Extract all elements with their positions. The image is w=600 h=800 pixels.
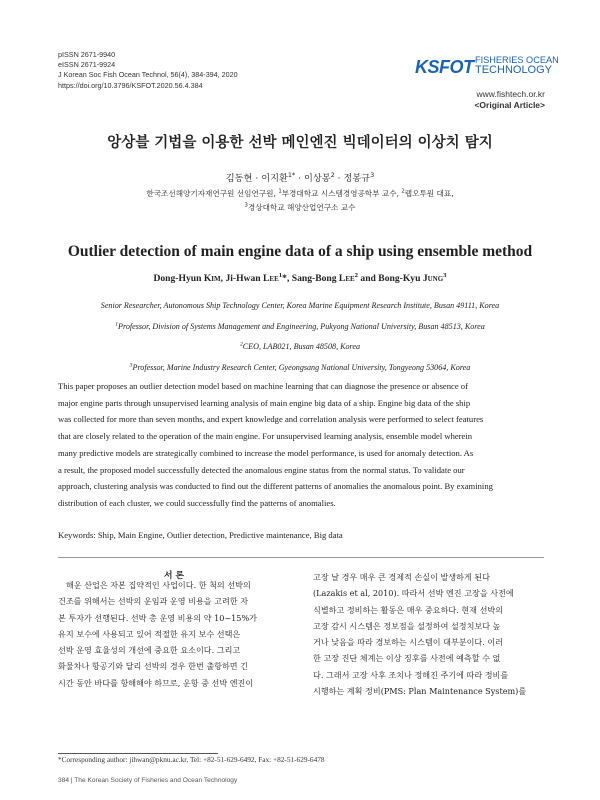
abstract-line: was collected for more than seven months, and expert knowledge and correlation analysis were performed to select features bbox=[58, 414, 484, 425]
author-sep: · bbox=[334, 173, 344, 184]
abstract-line: many predictive models are strategically combined to increase the model performance, is used for anomaly detection. As bbox=[58, 447, 474, 458]
author-en-1-first: Dong-Hyun bbox=[153, 273, 204, 284]
authors-english bbox=[0, 273, 600, 284]
logo-text bbox=[475, 55, 559, 75]
eissn: eISSN 2671-9924 bbox=[58, 60, 116, 70]
author-en-1-last: Kim bbox=[203, 273, 221, 284]
affil-en-3-sup: 3 bbox=[129, 361, 133, 368]
affil-en-1-sup: 1 bbox=[115, 320, 119, 327]
affil-en-2-sup: 2 bbox=[239, 341, 243, 348]
section-heading: 서 론 bbox=[163, 571, 185, 581]
author-en-2-last: Lee bbox=[263, 273, 279, 284]
affil-en-1-row bbox=[50, 317, 550, 338]
abstract-line: approach, clustering analysis was conducted to find out the different patterns of anomalies the anomalous point. By examining bbox=[58, 481, 493, 492]
corresponding-footnote: *Corresponding author: jihwan@pknu.ac.kr, Tel: +82-51-629-6492, Fax: +82-51-629-6478 bbox=[58, 755, 325, 764]
citation: J Korean Soc Fish Ocean Technol, 56(4), 384-394, 2020 bbox=[58, 70, 238, 80]
logo-line1: FISHERIES OCEAN bbox=[475, 55, 559, 65]
author-ko-2: 이지환 bbox=[261, 173, 288, 184]
logo-mark: KSFOT bbox=[415, 57, 474, 77]
divider bbox=[58, 557, 544, 558]
body-line: 시행하는 계획 정비(PMS: Plan Maintenance System)를 bbox=[313, 686, 527, 697]
abstract-line: distribution of each cluster, we could successfully find the patterns of anomalies. bbox=[58, 497, 336, 508]
affil-ko-sup3: 3 bbox=[244, 201, 248, 208]
body-line: 유지 보수에 사용되고 있어 적절한 유지 보수 선택은 bbox=[58, 628, 241, 639]
body-column-right bbox=[313, 569, 545, 699]
body-line: 선박 운영 효율성의 개선에 중요한 요소이다. 그리고 bbox=[58, 645, 241, 656]
author-en-3-sup: 2 bbox=[354, 271, 359, 279]
keywords: Keywords: Ship, Main Engine, Outlier detection, Predictive maintenance, Big data bbox=[58, 530, 343, 540]
affil-en-1: Professor, Division of Systems Management and Engineering, Pukyong National University, Busan 48513, Korea bbox=[118, 321, 485, 331]
affil-ko-sup2: 2 bbox=[401, 188, 405, 195]
body-line: 한 고장 진단 체계는 이상 징후를 사전에 예측할 수 없 bbox=[313, 653, 501, 664]
affil-ko-c: 랩오투원 대표, bbox=[404, 189, 454, 198]
abstract-line: that are closely related to the operation of the main engine. For unsupervised learning analysis, ensemble model wherein bbox=[58, 431, 473, 442]
body-line: 시간 동안 바다를 항해해야 하므로, 운항 중 선박 엔진이 bbox=[58, 677, 254, 688]
affil-en-2-row bbox=[50, 337, 550, 358]
author-ko-4: 정봉규 bbox=[343, 173, 371, 184]
author-ko-3: 이상봉 bbox=[303, 173, 331, 184]
author-ko-2-sup: 1* bbox=[287, 170, 296, 179]
page-footer: 384 | The Korean Society of Fisheries and Ocean Technology bbox=[58, 777, 238, 784]
affil-en-3: Professor, Marine Industry Research Center, Gyeongsang National University, Tongyeong 53064, Korea bbox=[132, 362, 471, 372]
affiliations-korean bbox=[0, 187, 600, 214]
body-line: 건조를 위해서는 선박의 운임과 운영 비용을 고려한 자 bbox=[58, 596, 249, 607]
body-line: 고장 날 경우 매우 큰 경제적 손실이 발생하게 된다 bbox=[313, 572, 490, 582]
abstract bbox=[58, 378, 544, 512]
website-link[interactable]: www.fishtech.or.kr bbox=[476, 89, 545, 99]
pissn: pISSN 2671-9940 bbox=[58, 50, 116, 59]
author-ko-3-sup: 2 bbox=[330, 170, 335, 179]
author-sep: · bbox=[295, 173, 304, 184]
abstract-line: major engine parts through unsupervised learning analysis of main engine big data of a ship. Engine big data of the ship bbox=[58, 397, 471, 408]
body-line: 다. 그래서 고장 사후 조치나 정해진 주기에 따라 정비를 bbox=[313, 669, 509, 680]
body-line: 화물차나 항공기와 달리 선박의 경우 한번 출항하면 긴 bbox=[58, 661, 249, 672]
affil-ko-a: 한국조선해양기자재연구원 선임연구원, bbox=[146, 189, 279, 198]
body-line: (Lazakis et al, 2010). 따라서 선박 엔진 고장을 사전에 bbox=[313, 588, 514, 599]
affil-ko-sup1: 1 bbox=[278, 188, 282, 195]
author-en-3-first: , Sang-Bong bbox=[286, 273, 339, 284]
title-english: Outlier detection of main engine data of a ship using ensemble method bbox=[67, 243, 533, 260]
author-ko-1: 김동현 bbox=[225, 173, 253, 184]
journal-meta bbox=[58, 50, 238, 91]
affil-ko-line2 bbox=[0, 201, 600, 215]
affil-ko-b: 부경대학교 시스템경영공학부 교수, bbox=[281, 189, 402, 198]
footnote-rule bbox=[58, 753, 218, 754]
authors-korean bbox=[0, 170, 600, 184]
journal-logo bbox=[415, 54, 559, 84]
article-type: <Original Article> bbox=[474, 100, 545, 110]
body-column-left bbox=[58, 577, 290, 691]
affiliations-english bbox=[50, 296, 550, 378]
author-sep: · bbox=[252, 173, 262, 184]
author-en-3-last: Lee bbox=[338, 273, 355, 284]
author-en-2-sup: 1 bbox=[278, 271, 283, 279]
title-korean: 앙상블 기법을 이용한 선박 메인엔진 빅데이터의 이상치 탐지 bbox=[107, 135, 493, 151]
corresponding-star: * bbox=[282, 273, 287, 284]
body-line: 고장 감시 시스템은 정보점을 설정하여 설정치보다 높 bbox=[313, 620, 501, 631]
doi-link[interactable]: https://doi.org/10.3796/KSFOT.2020.56.4.384 bbox=[58, 80, 203, 90]
author-en-4-last: Jung bbox=[422, 273, 444, 284]
author-en-4-first: and Bong-Kyu bbox=[358, 273, 423, 284]
abstract-line: a result, the proposed model successfully detected the anomalous engine status from the normal status. To validate our bbox=[58, 464, 465, 475]
author-en-2-first: , Ji-Hwan bbox=[220, 273, 264, 284]
abstract-line: This paper proposes an outlier detection model based on machine learning that can diagnose the presence or absence of bbox=[58, 381, 468, 391]
body-line: 해운 산업은 자본 집약적인 사업이다. 한 척의 선박의 bbox=[66, 580, 251, 590]
body-line: 식별하고 정비하는 활동은 매우 중요하다. 현재 선박의 bbox=[313, 604, 504, 615]
affil-en-0: Senior Researcher, Autonomous Ship Technology Center, Korea Marine Equipment Research Institute, Busan 49111, Korea bbox=[100, 301, 500, 310]
author-en-4-sup: 3 bbox=[443, 271, 447, 279]
affil-en-2: CEO, LAB021, Busan 48508, Korea bbox=[242, 342, 361, 351]
site-block bbox=[474, 89, 545, 111]
affil-ko-line1 bbox=[0, 187, 600, 201]
logo-line2: TECHNOLOGY bbox=[475, 64, 553, 76]
affil-ko-d: 경상대학교 해양산업연구소 교수 bbox=[247, 202, 356, 212]
author-ko-4-sup: 3 bbox=[370, 170, 375, 179]
body-line: 거나 낮음을 따라 경보하는 시스템이 대부분이다. 이러 bbox=[313, 637, 504, 648]
affil-en-3-row bbox=[50, 358, 550, 379]
body-line: 본 투자가 선행된다. 선박 총 운영 비용의 약 10~15%가 bbox=[58, 612, 257, 623]
